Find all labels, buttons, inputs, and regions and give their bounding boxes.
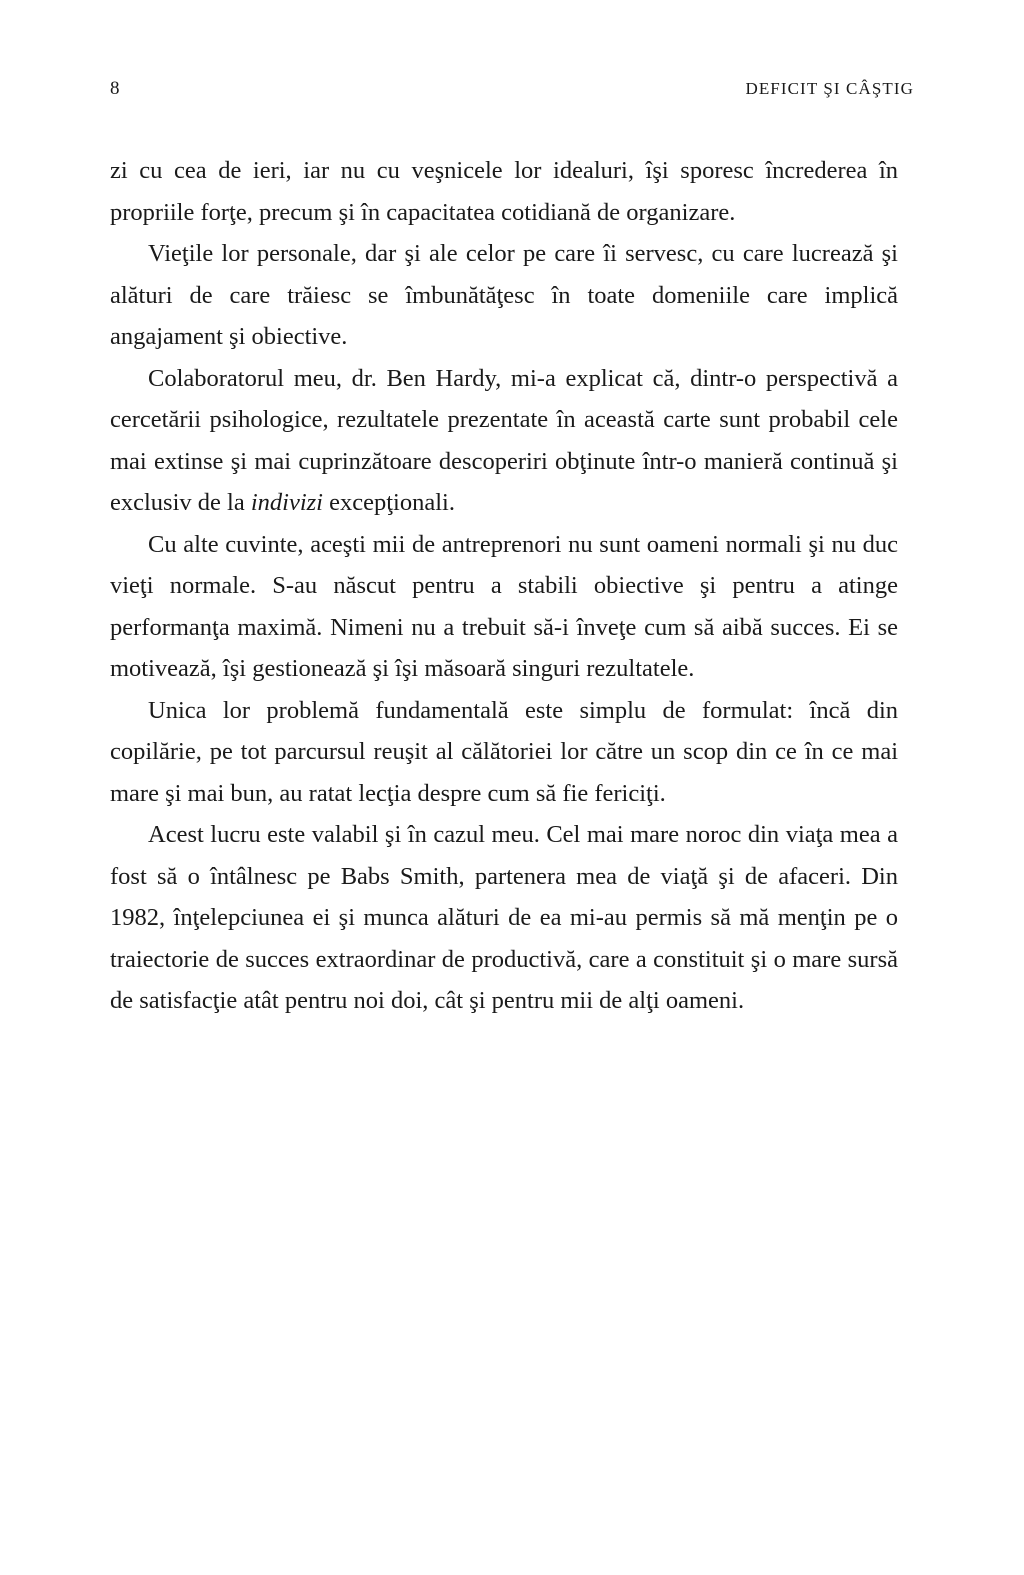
italic-term: indivizi bbox=[250, 489, 323, 516]
paragraph: zi cu cea de ieri, iar nu cu veşnicele lor idealuri, îşi sporesc încrederea în propriile forţe, precum şi în capacitatea cotidiană de organizare. bbox=[110, 157, 898, 226]
paragraph: Colaboratorul meu, dr. Ben Hardy, mi-a explicat că, dintr-o perspectivă a cercetării psihologice, rezultatele prezentate în această carte sunt probabil cele mai extinse şi mai cuprinzătoare descoperiri obţinute într-o manieră continuă şi exclusiv de la indivizi excepţionali. bbox=[110, 364, 898, 516]
paragraph: Acest lucru este valabil şi în cazul meu. Cel mai mare noroc din viaţa mea a fost să o întâlnesc pe Babs Smith, partenera mea de viaţă şi de afaceri. Din 1982, înţelepciunea ei şi munca alături de ea mi-au permis să mă menţin pe o traiectorie de succes extraordinar de productivă, care a constituit şi o mare sursă de satisfacţie atât pentru noi doi, cât şi pentru mii de alţi oameni. bbox=[110, 821, 898, 1014]
page-number: 8 bbox=[110, 78, 120, 99]
paragraph: Unica lor problemă fundamentală este simplu de formulat: încă din copilărie, pe tot parcursul reuşit al călătoriei lor către un scop din ce în ce mai mare şi mai bun, au ratat lecţia despre cum să fie fericiţi. bbox=[110, 696, 898, 807]
paragraph: Cu alte cuvinte, aceşti mii de antreprenori nu sunt oameni normali şi nu duc vieţi normale. S-au născut pentru a stabili obiective şi pentru a atinge performanţa maximă. Nimeni nu a trebuit să-i înveţe cum să aibă succes. Ei se motivează, îşi gestionează şi îşi măsoară singuri rezultatele. bbox=[110, 530, 898, 682]
page-body bbox=[110, 150, 898, 1022]
running-head: DEFICIT ŞI CÂŞTIG bbox=[745, 79, 914, 98]
page-header bbox=[110, 78, 914, 100]
paragraph: Vieţile lor personale, dar şi ale celor pe care îi servesc, cu care lucrează şi alături de care trăiesc se îmbunătăţesc în toate domeniile care implică angajament şi obiective. bbox=[110, 240, 898, 350]
